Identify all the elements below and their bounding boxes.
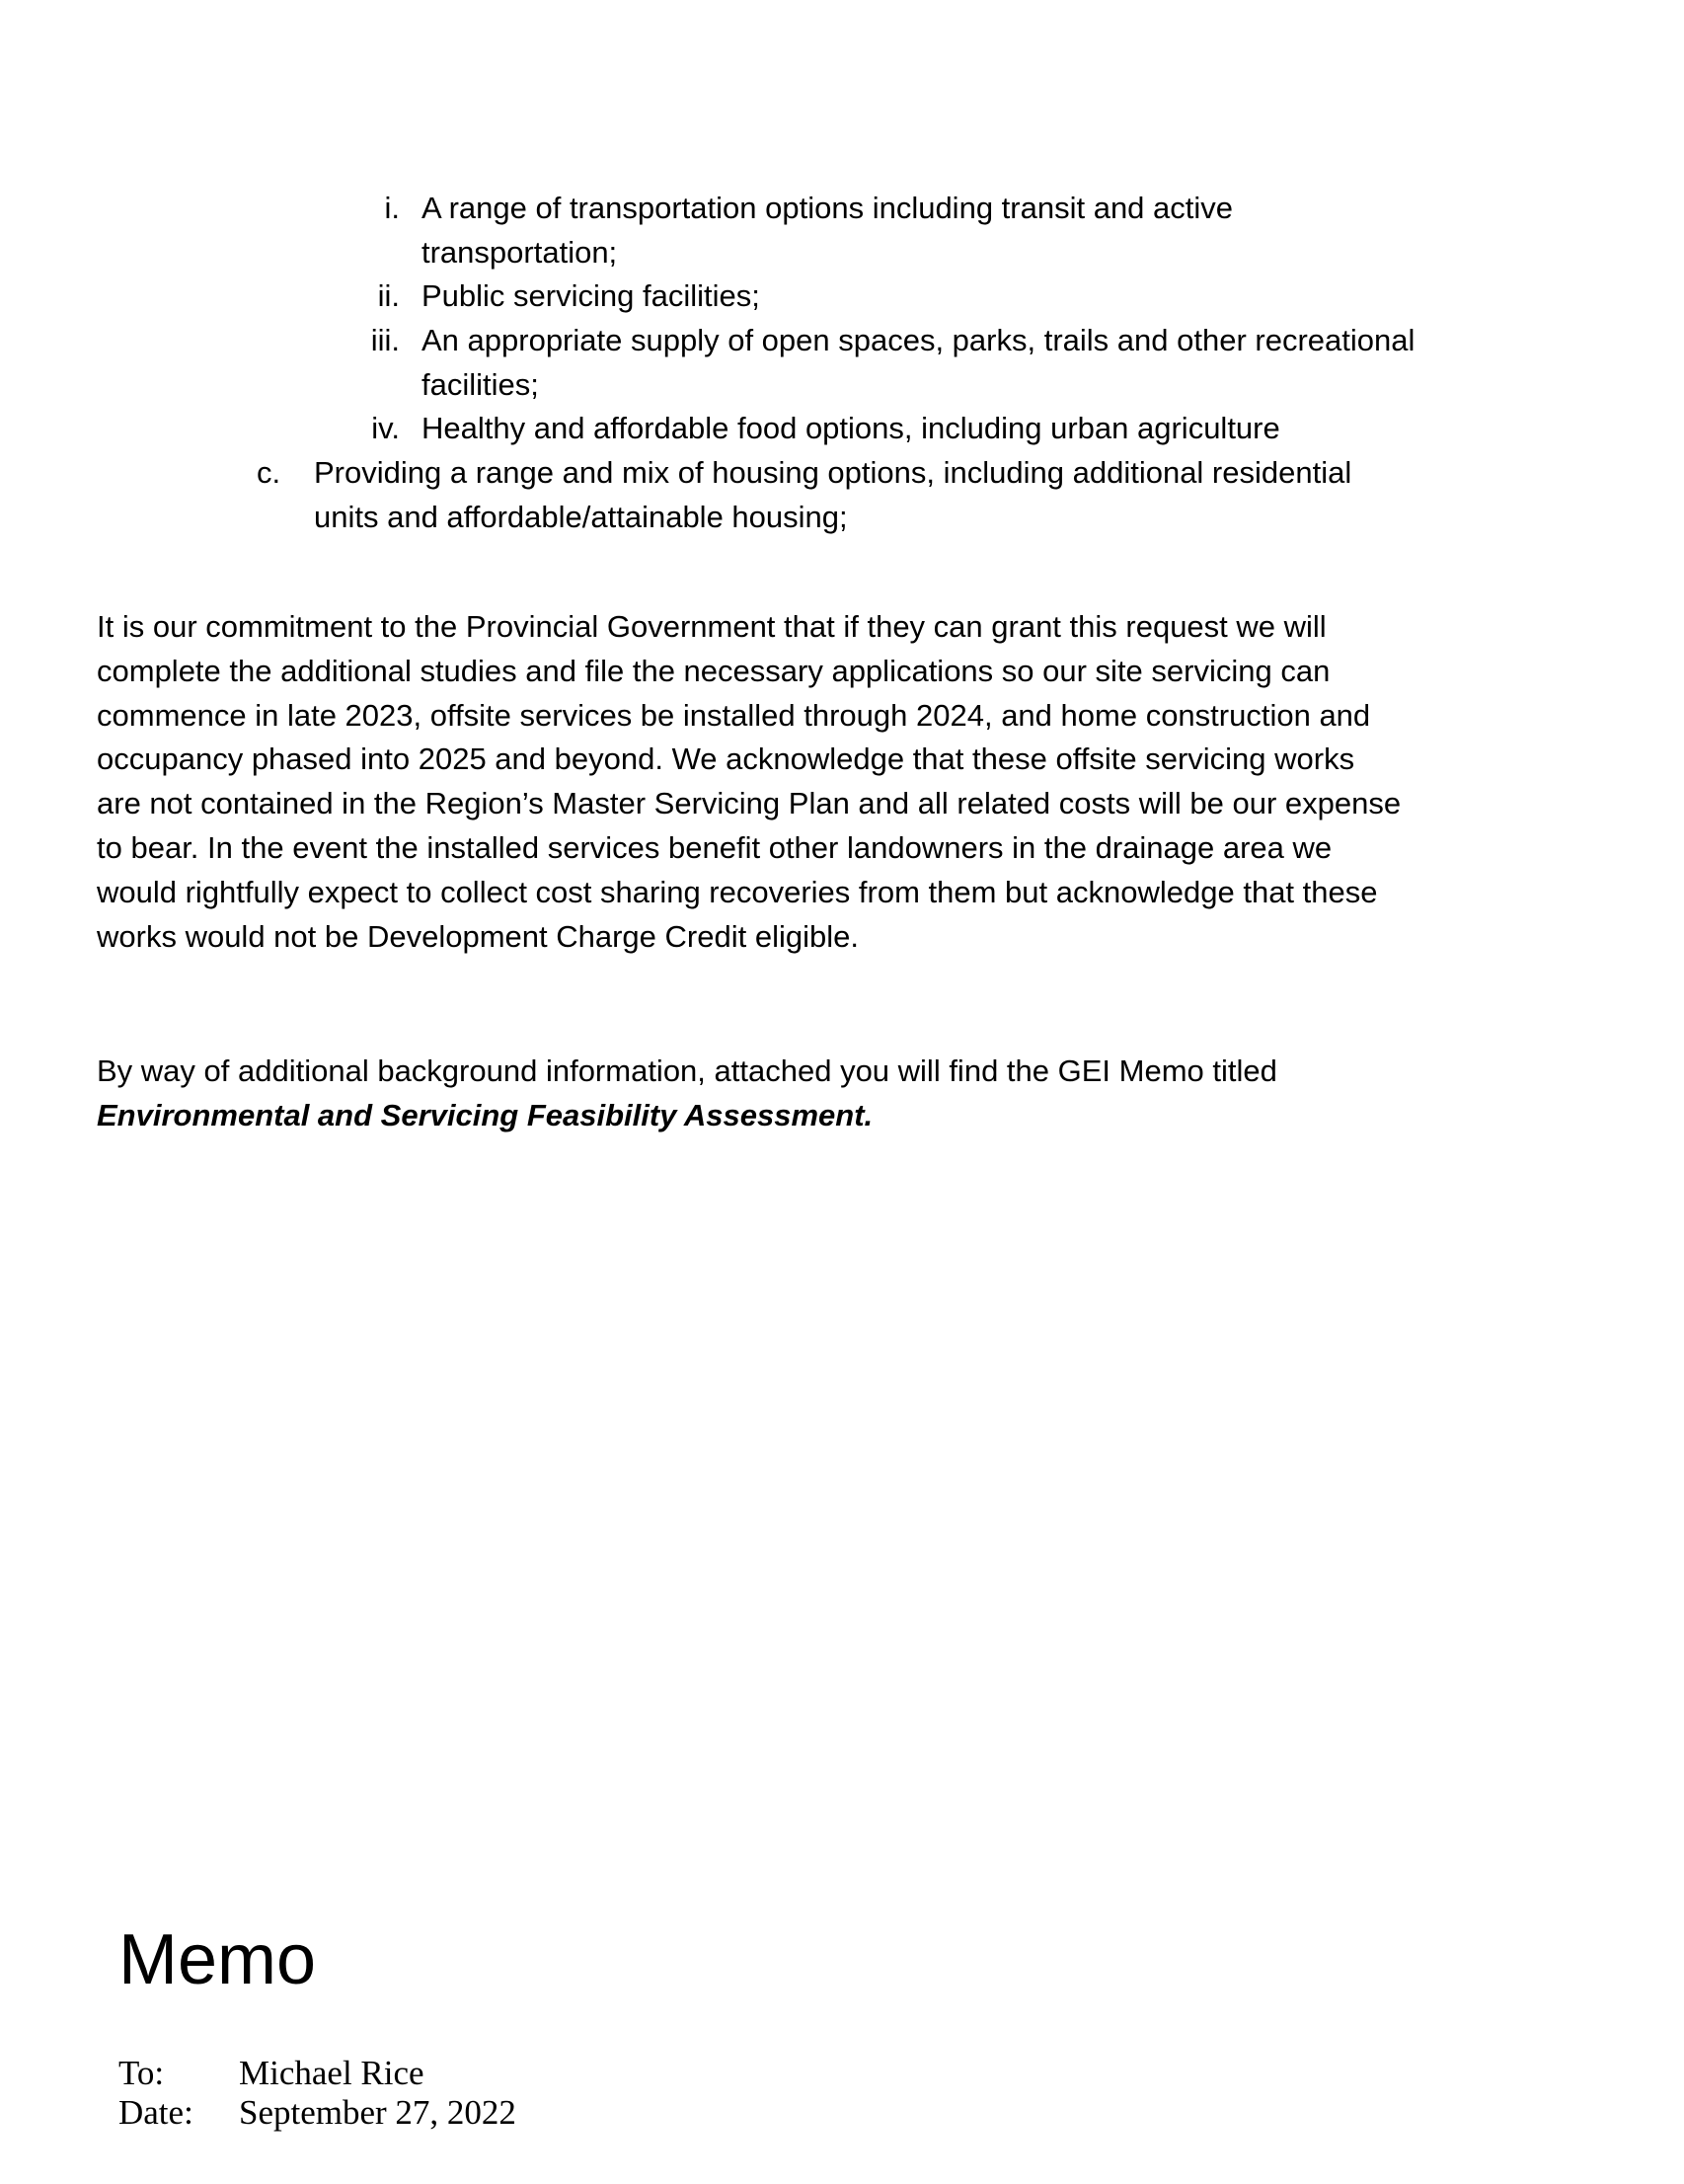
list-item-line: An appropriate supply of open spaces, parks, trails and other recreational xyxy=(421,323,1416,357)
commitment-paragraph xyxy=(97,605,1538,959)
list-item-text xyxy=(421,187,1233,275)
list-item-line: A range of transportation options including transit and active xyxy=(421,191,1234,225)
list-item-line: Healthy and affordable food options, including urban agriculture xyxy=(421,411,1280,445)
paragraph-line: to bear. In the event the installed services benefit other landowners in the drainage area we xyxy=(97,829,1333,865)
list-item-text xyxy=(314,451,1351,540)
list-item-line: Providing a range and mix of housing options, including additional residential xyxy=(314,455,1352,490)
memo-date-value: September 27, 2022 xyxy=(239,2093,516,2132)
list-marker: i. xyxy=(384,191,400,225)
paragraph-line: works would not be Development Charge Credit eligible. xyxy=(97,918,859,954)
paragraph-line: are not contained in the Region’s Master Servicing Plan and all related costs will be our expense xyxy=(97,786,1402,821)
paragraph-line: By way of additional background information, attached you will find the GEI Memo titled xyxy=(97,1053,1277,1088)
attachment-title: Environmental and Servicing Feasibility Assessment. xyxy=(97,1097,874,1132)
list-item-iii xyxy=(350,319,1415,408)
list-item-ii xyxy=(350,274,760,319)
list-item-line: transportation; xyxy=(421,234,618,270)
list-marker: ii. xyxy=(377,278,400,313)
paragraph-line: would rightfully expect to collect cost sharing recoveries from them but acknowledge that these xyxy=(97,874,1378,909)
list-item-line: units and affordable/attainable housing; xyxy=(314,499,848,534)
memo-date-label: Date: xyxy=(118,2093,193,2132)
list-item-i xyxy=(350,187,1233,275)
paragraph-line: occupancy phased into 2025 and beyond. We acknowledge that these offsite servicing works xyxy=(97,741,1355,777)
paragraph-line: It is our commitment to the Provincial Government that if they can grant this request we will xyxy=(97,609,1327,644)
memo-to-value: Michael Rice xyxy=(239,2054,424,2092)
paragraph-line: commence in late 2023, offsite services be installed through 2024, and home construction and xyxy=(97,697,1371,733)
paragraph-line: complete the additional studies and file the necessary applications so our site servicing can xyxy=(97,653,1331,688)
list-item-c xyxy=(257,451,1351,540)
list-marker: iii. xyxy=(370,323,400,357)
list-marker: iv. xyxy=(371,411,400,445)
memo-to-label: To: xyxy=(118,2054,165,2092)
list-item-line: facilities; xyxy=(421,366,539,402)
background-paragraph xyxy=(97,1050,1538,1138)
list-item-line: Public servicing facilities; xyxy=(421,278,760,313)
list-marker: c. xyxy=(257,455,281,490)
memo-header-fields xyxy=(118,2054,516,2133)
memo-to-row xyxy=(118,2054,516,2093)
list-item-text xyxy=(421,407,1280,451)
list-item-iv xyxy=(350,407,1280,451)
memo-date-row xyxy=(118,2093,516,2133)
list-item-text xyxy=(421,319,1415,408)
memo-title: Memo xyxy=(118,1920,317,1999)
list-item-text xyxy=(421,274,760,319)
